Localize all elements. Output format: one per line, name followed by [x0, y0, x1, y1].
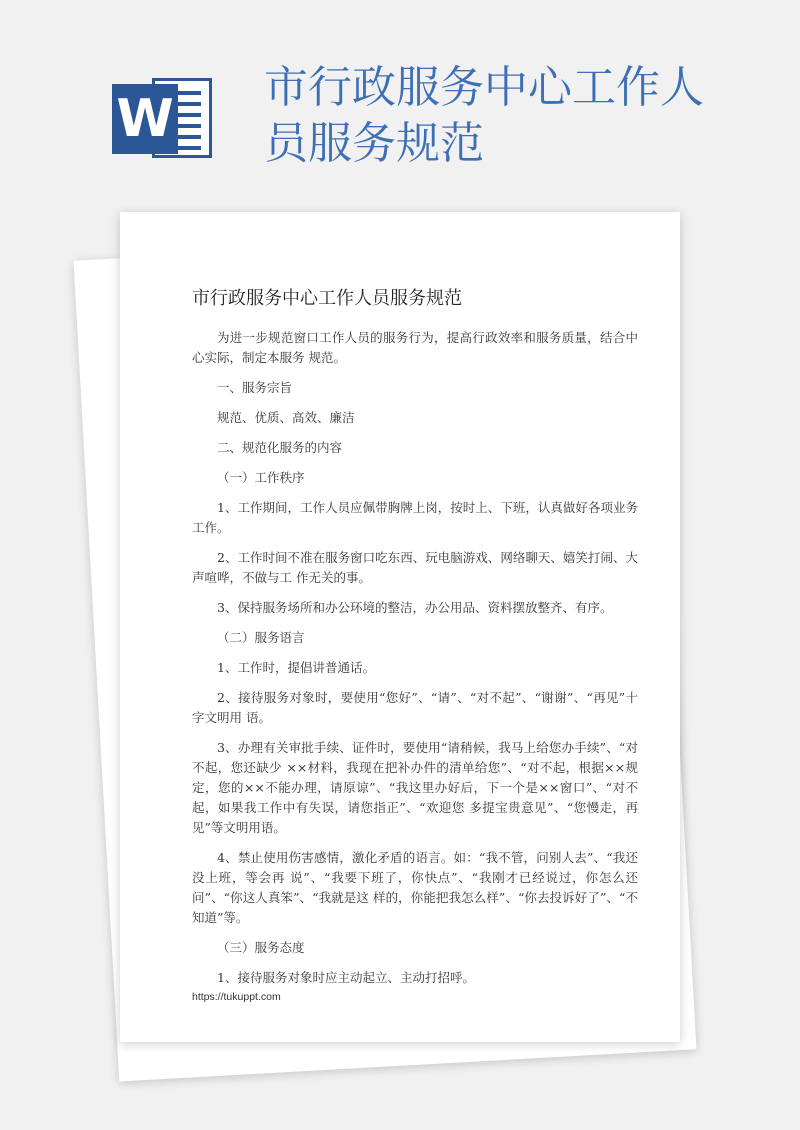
language-item-1: 1、工作时，提倡讲普通话。 — [217, 660, 375, 675]
language-item-3: 3、办理有关审批手续、证件时，要使用“请稍候，我马上给您办手续”、“对不起，您还缺少 ××材料，我现在把补办件的清单给您”、“对不起，根据××规定，您的××不能办理，请原谅”、“我这里办好后，下一个是××窗口”、“对不起，如果我工作中有失误，请您指正”、“欢迎您 多提宝贵意见”、“您慢走，再见”等文明用语。 — [192, 740, 638, 835]
subsection-heading-attitude: （三）服务态度 — [217, 940, 305, 955]
text-line-icon — [177, 113, 201, 117]
order-item-1: 1、工作期间，工作人员应佩带胸牌上岗，按时上、下班，认真做好各项业务工作。 — [192, 500, 638, 535]
order-item-3: 3、保持服务场所和办公环境的整洁，办公用品、资料摆放整齐、有序。 — [217, 600, 613, 615]
text-line-icon — [177, 102, 201, 106]
purpose-text: 规范、优质、高效、廉洁 — [217, 410, 355, 425]
text-line-icon — [177, 91, 201, 95]
subsection-heading-language: （二）服务语言 — [217, 630, 305, 645]
section-heading-purpose: 一、服务宗旨 — [217, 380, 293, 395]
intro-paragraph: 为进一步规范窗口工作人员的服务行为，提高行政效率和服务质量，结合中心实际，制定本服务 规范。 — [192, 330, 638, 365]
text-line-icon — [177, 146, 201, 150]
subsection-heading-order: （一）工作秩序 — [217, 470, 305, 485]
document-page — [120, 212, 680, 1042]
language-item-2: 2、接待服务对象时，要使用“您好”、“请”、“对不起”、“谢谢”、“再见”十字文明用 语。 — [192, 690, 638, 725]
footer-url: https://tukuppt.com — [192, 991, 281, 1003]
word-w-tile: W — [112, 84, 178, 154]
attitude-item-1: 1、接待服务对象时应主动起立、主动打招呼。 — [217, 970, 475, 985]
section-heading-content: 二、规范化服务的内容 — [217, 440, 343, 455]
text-line-icon — [177, 124, 201, 128]
text-line-icon — [177, 135, 201, 139]
banner-title: 市行政服务中心工作人员服务规范 — [264, 62, 704, 169]
document-body — [192, 328, 638, 998]
document-title: 市行政服务中心工作人员服务规范 — [192, 288, 462, 309]
word-logo-icon — [112, 70, 216, 166]
language-item-4: 4、禁止使用伤害感情，激化矛盾的语言。如：“我不管，问别人去”、“我还没上班，等会再 说”、“我要下班了，你快点”、“我刚才已经说过，你怎么还问”、“你这人真笨”、“我就是这 样的，你能把我怎么样”、“你去投诉好了”、“不知道”等。 — [192, 850, 638, 925]
order-item-2: 2、工作时间不准在服务窗口吃东西、玩电脑游戏、网络聊天、嬉笑打闹、大声喧哗，不做与工 作无关的事。 — [192, 550, 638, 585]
